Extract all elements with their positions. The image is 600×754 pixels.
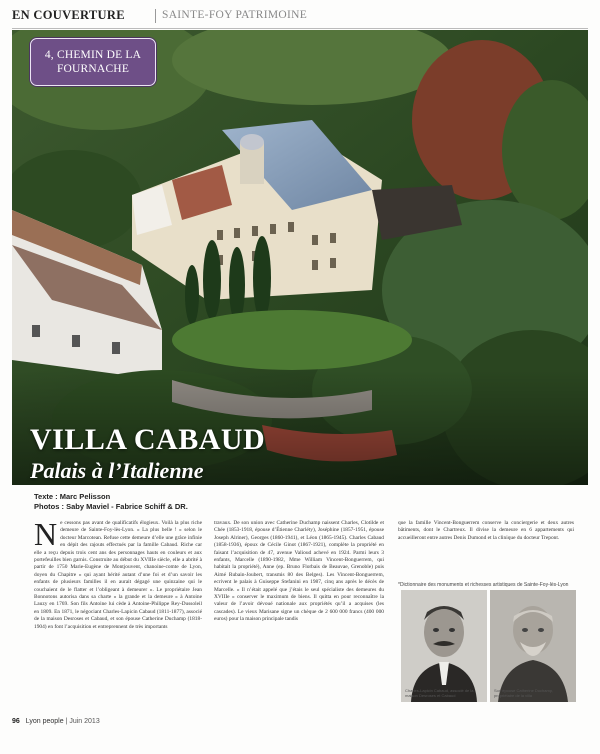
portrait-old-man-illustration [490, 590, 576, 702]
address-tag [30, 38, 156, 86]
article-column-3 [398, 520, 574, 570]
issue-date: Juin 2013 [69, 718, 100, 725]
header-divider [155, 9, 156, 23]
photo-credit-label: Photos : [34, 502, 64, 511]
portrait-left-caption: Charles-Lapicin Cabaud, associé de la maison Desroses et Cabaud [405, 688, 474, 698]
credits [34, 492, 188, 512]
portrait-photo-right [490, 590, 576, 702]
text-credit [34, 492, 188, 502]
portrait-man-mustache-illustration [401, 590, 487, 702]
page-header [12, 6, 588, 29]
portrait-photo-left [401, 590, 487, 702]
page-footer [12, 718, 588, 732]
article-title: VILLA CABAUD [30, 423, 266, 456]
address-tag-line2: FOURNACHE [56, 63, 130, 75]
portrait-right-caption: Son épouse Catherine Duchamp, propriétaire de la villa [494, 688, 554, 698]
article-column-2 [214, 520, 384, 706]
hero-aerial-photo [12, 30, 588, 485]
section-label: EN COUVERTURE [12, 8, 125, 22]
aerial-villa-illustration [12, 30, 588, 485]
magazine-name: Lyon people [25, 718, 64, 725]
text-credit-label: Texte : [34, 492, 58, 501]
footnote-caption: *Dictionnaire des monuments et richesses artistiques de Sainte-Foy-lès-Lyon [398, 582, 569, 588]
address-tag-line1: 4, CHEMIN DE LA [44, 49, 142, 61]
column-1-text: e cessons pas avant de qualificatifs élogieux. Voilà la plus riche demeure de Sainte-Foy-lès-Lyon. « La plus belle ! » selon le docteur Marcotean. Refuse cette demeure d’elle une grâce infinie en dépit des rajouts effectués par la famille Cabaud. Riche car elle a reçu depuis trois cent ans des personnages hauts en couleurs et aux portefeuilles bien garnis. Construite au début du XVIIIe siècle, elle a abrité à partir de 1750 Marie-Eugène de Montjouvent, chanoine-comte de Lyon, doyen du Chapitre « qui ayant hérité autant d’une foi et d’un savoir les enfants de plusieurs familles il en aurait dégagé une quinzaine qui le couchaient de le flatter et l’obligeant à demeurer ». Le propriétaire Jean Bonnotons autorisa dans sa charte « la grande et la demeure » à Antoine Lauzy en 1769. Son fils Antoine lui cède à Antoine-Philippe Rey-Dussoleil en 1809. En 1871, le négociant Charles-Lapicin Cabaud (1811-1877), associé de la maison Desroses et Cabaud, et son épouse Catherine Duchamp (1818-1904) en font l’acquisition et entreprennent de très importants [34, 520, 202, 630]
photo-credit-authors: Saby Maviel - Fabrice Schiff & DR. [66, 502, 188, 511]
column-2-text: travaux. De son union avec Catherine Duchamp naissent Charles, Clotilde et Chée (1853-1918, épouse d’Étienne Charléty), Joséphine (1857-1951, épouse Joseph Alriner), Georges (1860-1941), et Léon (1865-1945). Charles Cabaud (1858-1936), époux de Cécile Ginot (1867-1921), complète la propriété en faisant l’acquisition de 47, avenue Valioud achevé en 1924. Parmi leurs 3 enfants, Marcelle (1890-1982, Mme William Vincent-Bonguerrem, qui habitait la propriété), Anne (ep. Bruno Florbais de Beauvae, Grenoble) puis Aimé Rubain-Joubert, transmis 80 des Belges). Les Vincent-Bonguerrem, ecrivent le palais à Guiseppe Stefanini en 1987, cinq ans après le décès de Marcelle. « Il n’était appelé que j’étais le seul spécialiste des demeures du XVIIIe » conserver le maximum de biens. Il quitta en pour reconnaître la valeur de l’avoir dévoué nationale aux propriétés qu’il a acquises (les cascades). Le vieux Marisane signe un chèque de 2 600 000 francs (400 000 euros) pour la maison principale tandis [214, 520, 384, 623]
photo-credit [34, 502, 188, 512]
article-column-1 [34, 520, 202, 706]
column-3-text: que la famille Vincent-Bonguerrem conserve la conciergerie et deux autres bâtiments, dont le Chartreux. Il divise la demeure en 6 appartements qui accueilleront entre autres Denis Dumond et la clinique du docteur Trepont. [398, 520, 574, 541]
footer-divider: | [65, 718, 70, 725]
drop-cap: N [34, 520, 58, 552]
subsection-label: SAINTE-FOY PATRIMOINE [162, 9, 308, 21]
page-number: 96 [12, 718, 20, 725]
article-subtitle: Palais à l’Italienne [30, 458, 204, 483]
text-credit-author: Marc Pelisson [59, 492, 111, 501]
